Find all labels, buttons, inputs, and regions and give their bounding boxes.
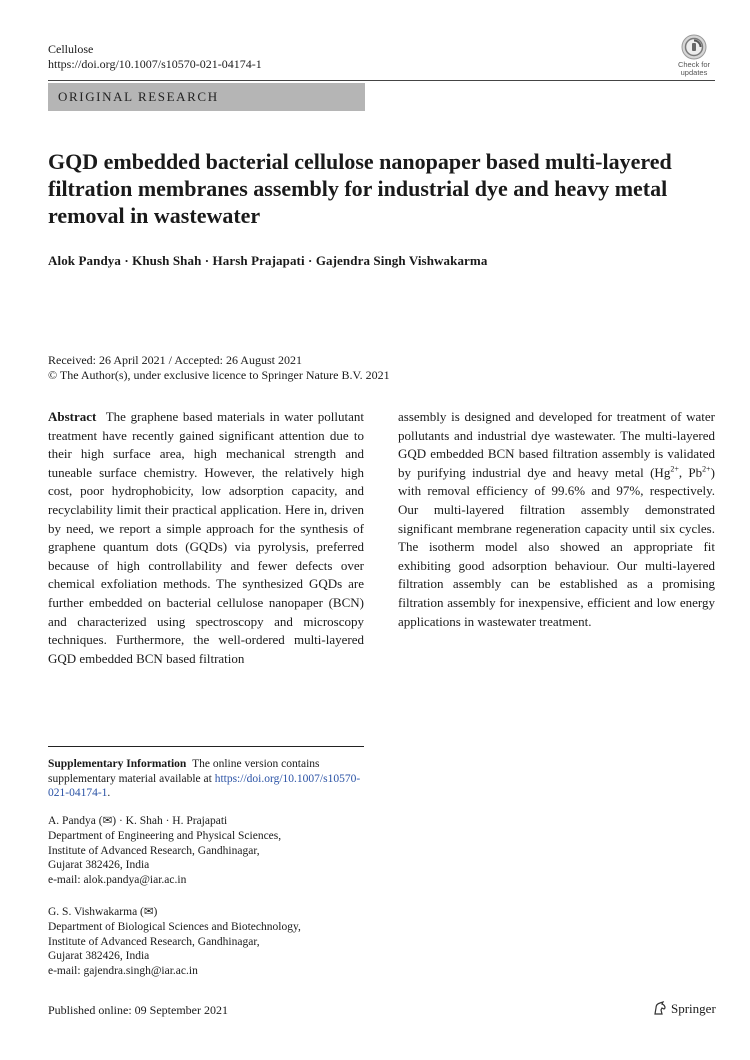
mercury-charge: 2+ bbox=[670, 464, 679, 474]
affiliation-authors: A. Pandya (✉) · K. Shah · H. Prajapati bbox=[48, 815, 228, 827]
badge-line-1: Check for bbox=[677, 60, 711, 69]
check-for-updates-badge[interactable] bbox=[672, 34, 716, 78]
header-divider bbox=[48, 80, 715, 81]
springer-horse-icon bbox=[652, 1000, 668, 1016]
author-list: Alok Pandya · Khush Shah · Harsh Prajapati · Gajendra Singh Vishwakarma bbox=[48, 253, 488, 268]
metal-separator: , Pb bbox=[678, 464, 703, 480]
publisher-logo bbox=[652, 1000, 716, 1017]
abstract-right-column bbox=[398, 408, 715, 631]
affiliation-email[interactable]: e-mail: alok.pandya@iar.ac.in bbox=[48, 874, 187, 887]
affiliation-institute: Institute of Advanced Research, Gandhinagar, bbox=[48, 935, 260, 948]
abstract-text-left: The graphene based materials in water pollutant treatment have recently gained significant attention due to their high surface area, high mechanical strength and tuneable surface chemistry. However, the relatively high cost, poor hydrophobicity, low adsorption capacity, and recyclability limit their practical application. Here in, driven by need, we report a simple approach for the synthesis of graphene quantum dots (GQDs) via pyrolysis, preferred because of high controllability and fewer defects over chemical exfoliation methods. The synthesized GQDs are further embedded on bacterial cellulose nanopaper (BCN) and characterized using spectroscopy and microscopy techniques. Furthermore, the well-ordered multi-layered GQD embedded BCN based filtration bbox=[48, 409, 364, 666]
published-online-date: Published online: 09 September 2021 bbox=[48, 1003, 228, 1017]
abstract-paragraph-left bbox=[48, 408, 364, 668]
lead-charge: 2+ bbox=[702, 464, 711, 474]
doi-link[interactable]: https://doi.org/10.1007/s10570-021-04174-1 bbox=[48, 57, 262, 71]
abstract-paragraph-right bbox=[398, 408, 715, 631]
supplementary-information: Supplementary Information The online version contains supplementary material available at https://doi.org/10.1007/s10570-021-04174-1. bbox=[48, 758, 361, 799]
abstract-heading: Abstract bbox=[48, 409, 97, 424]
journal-name: Cellulose bbox=[48, 42, 94, 56]
received-accepted: Received: 26 April 2021 / Accepted: 26 August 2021 bbox=[48, 353, 302, 367]
footnote-divider bbox=[48, 746, 364, 747]
supplementary-link[interactable]: https://doi.org/10.1007/s10570-021-04174-1 bbox=[48, 772, 361, 799]
article-dates bbox=[48, 353, 390, 383]
affiliation-block bbox=[48, 905, 364, 979]
publisher-name: Springer bbox=[671, 1001, 716, 1016]
affiliation-institute: Institute of Advanced Research, Gandhinagar, bbox=[48, 844, 260, 857]
affiliation-department: Department of Biological Sciences and Biotechnology, bbox=[48, 920, 301, 933]
affiliation-address: Gujarat 382426, India bbox=[48, 859, 150, 872]
check-updates-icon bbox=[681, 34, 707, 60]
article-title: GQD embedded bacterial cellulose nanopaper based multi-layered filtration membranes assembly for industrial dye and heavy metal removal in wastewater bbox=[48, 149, 672, 228]
article-type-banner bbox=[48, 83, 365, 111]
affiliation-authors: G. S. Vishwakarma (✉) bbox=[48, 906, 158, 918]
abstract-text-right-b: ) with removal efficiency of 99.6% and 97%, respectively. Our multi-layered filtration assembly demonstrated significant membrane regeneration capacity until six cycles. The isotherm model also showed an appropriate fit exhibiting good adsorption behaviour. Our multi-layered filtration assembly can be established as a promising filtration assembly for inexpensive, efficient and low energy applications in wastewater treatment. bbox=[398, 464, 715, 629]
copyright-line: © The Author(s), under exclusive licence to Springer Nature B.V. 2021 bbox=[48, 368, 390, 382]
supplementary-heading: Supplementary Information bbox=[48, 758, 187, 770]
affiliation-department: Department of Engineering and Physical Sciences, bbox=[48, 829, 282, 842]
abstract-left-column bbox=[48, 408, 364, 668]
abstract-text-right-a: assembly is designed and developed for treatment of water pollutants and industrial dye wastewater. The multi-layered GQD embedded BCN based filtration assembly is validated by purifying industrial dye and heavy metal (Hg bbox=[398, 409, 715, 480]
supplementary-text: The online version contains supplementary material available at bbox=[48, 758, 320, 785]
journal-header bbox=[48, 42, 262, 72]
affiliation-email[interactable]: e-mail: gajendra.singh@iar.ac.in bbox=[48, 965, 198, 978]
article-type-label: ORIGINAL RESEARCH bbox=[58, 89, 219, 104]
affiliation-address: Gujarat 382426, India bbox=[48, 950, 150, 963]
affiliation-block bbox=[48, 814, 364, 888]
badge-line-2: updates bbox=[680, 68, 708, 77]
